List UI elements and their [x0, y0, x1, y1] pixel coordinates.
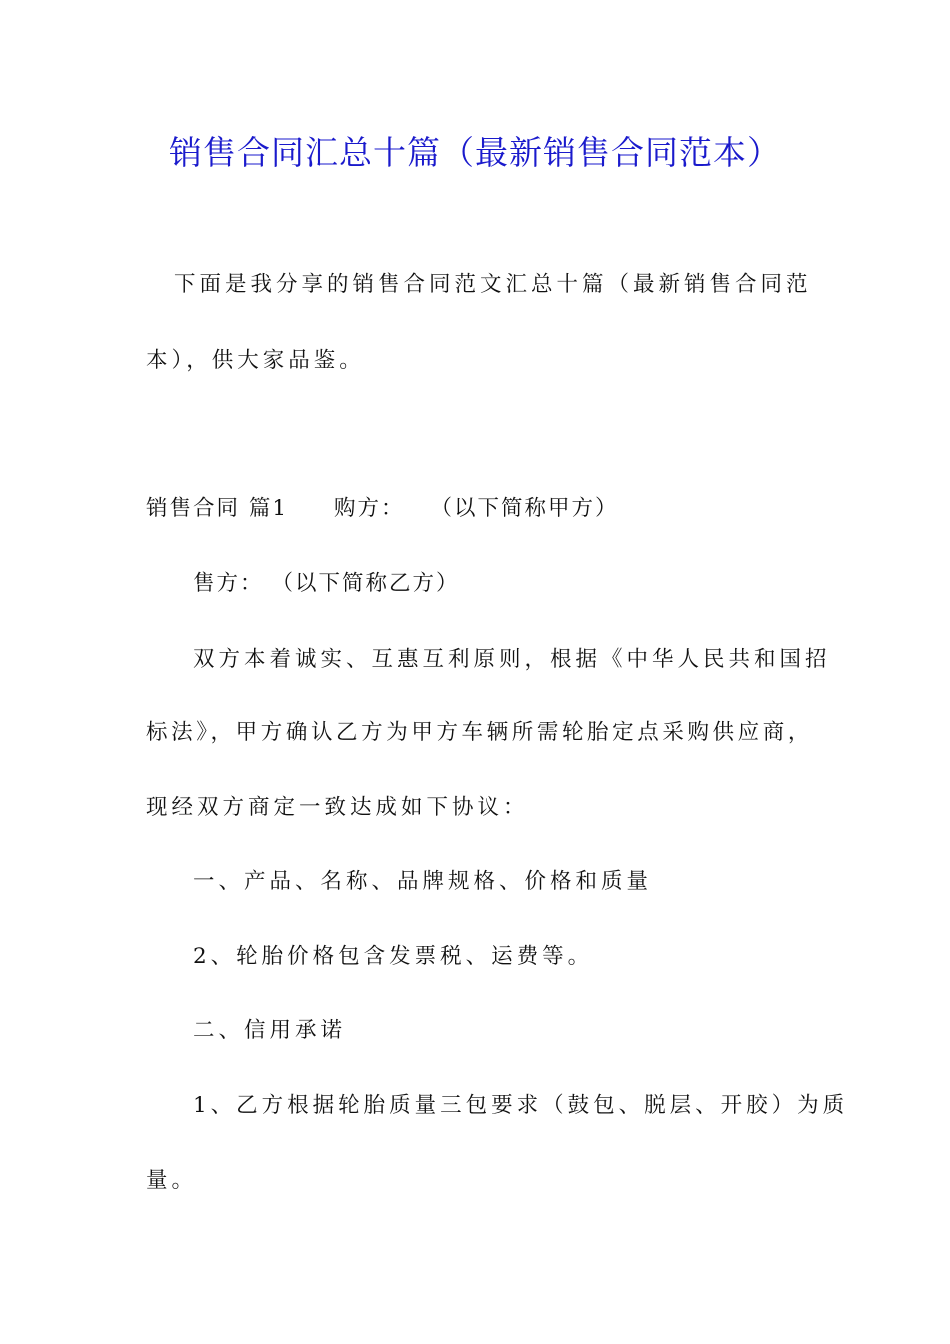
item-2: 2、轮胎价格包含发票税、运费等。 — [193, 944, 594, 969]
item-4-line-2: 量。 — [146, 1168, 198, 1193]
para1-line-1: 双方本着诚实、互惠互利原则，根据《中华人民共和国招 — [193, 647, 831, 672]
section-heading-row — [146, 494, 816, 524]
buyer-label: 购方： — [334, 496, 405, 521]
item-4-line-1: 1、乙方根据轮胎质量三包要求（鼓包、脱层、开胶）为质 — [193, 1093, 849, 1118]
item-3: 二、信用承诺 — [193, 1018, 347, 1043]
seller-label: 售方： — [193, 571, 264, 596]
document-title: 销售合同汇总十篇（最新销售合同范本） — [169, 133, 781, 172]
para1-line-2: 标法》，甲方确认乙方为甲方车辆所需轮胎定点采购供应商， — [146, 720, 813, 745]
buyer-note: （以下简称甲方） — [430, 496, 619, 521]
item-1: 一、产品、名称、品牌规格、价格和质量 — [193, 869, 653, 894]
para1-line-3: 现经双方商定一致达成如下协议： — [146, 795, 529, 820]
seller-note: （以下简称乙方） — [271, 571, 460, 596]
seller-row — [193, 569, 863, 599]
intro-line-1: 下面是我分享的销售合同范文汇总十篇（最新销售合同范 — [174, 272, 812, 297]
intro-line-2: 本），供大家品鉴。 — [146, 348, 365, 373]
section-heading: 销售合同 篇1 — [146, 496, 289, 521]
